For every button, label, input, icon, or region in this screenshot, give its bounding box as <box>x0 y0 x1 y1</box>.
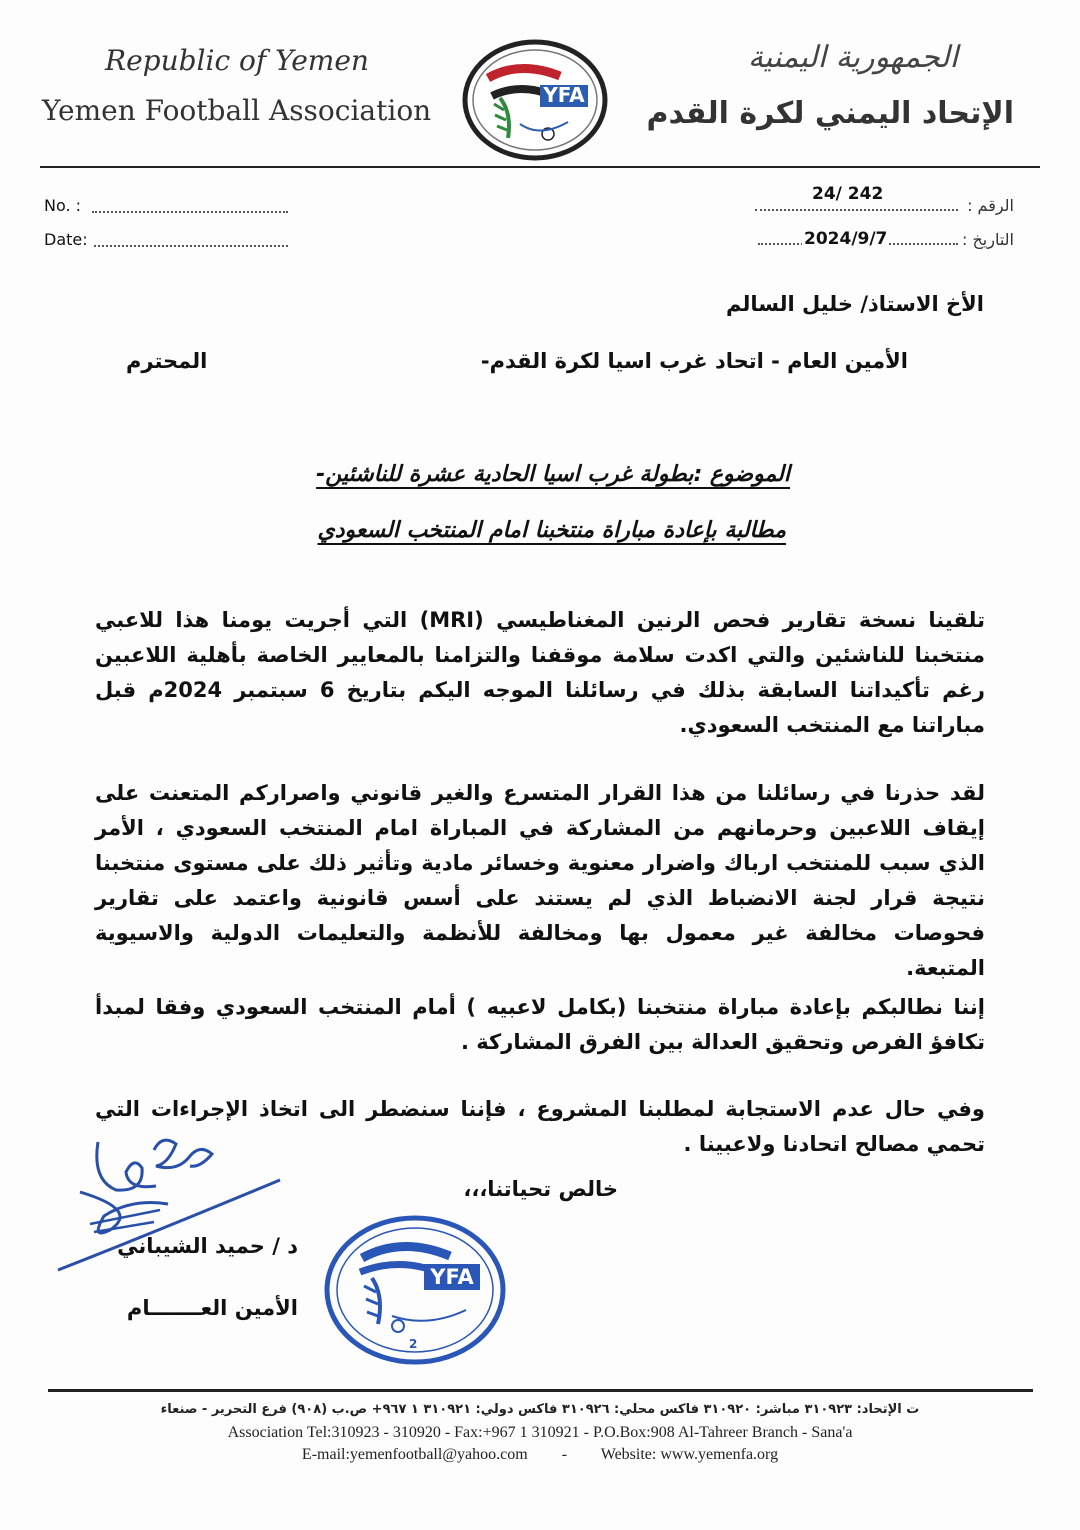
date-dots-en <box>94 245 288 247</box>
signer-title: الأمين العـــــــام <box>126 1296 298 1320</box>
stamp-number: 2 <box>409 1337 418 1351</box>
footer-contact-ar: ت الإتحاد: ٣١٠٩٢٣ مباشر: ٣١٠٩٢٠ فاكس محلي: ٣١٠٩٢٦ فاكس دولي: ٣١٠٩٢١ ١ ٩٦٧+ ص.ب (٩٠٨) فرع التحرير - صنعاء <box>160 1402 920 1417</box>
header-en-line2: Yemen Football Association <box>42 94 432 127</box>
body-paragraph-1: تلقينا نسخة تقارير فحص الرنين المغناطيسي (MRI) التي أجريت يومنا هذا للاعبي منتخبنا للناشئين والتي اكدت سلامة موقفنا والتزامنا بالمعايير الخاصة بأهلية اللاعبين رغم تأكيداتنا السابقة بذلك في رسائلنا الموجه اليكم بتاريخ 6 سبتمبر 2024م قبل مباراتنا مع المنتخب السعودي. <box>95 608 985 737</box>
reference-number: 24/ 242 <box>812 184 884 204</box>
closing-regards: خالص تحياتنا،،، <box>463 1177 618 1201</box>
subject-line2: مطالبة بإعادة مباراة منتخبنا امام المنتخب السعودي <box>317 518 786 543</box>
stamp-text: YFA <box>430 1265 474 1289</box>
header-ar-line1: الجمهورية اليمنية <box>747 40 958 75</box>
addressee-title: الأمين العام - اتحاد غرب اسيا لكرة القدم- <box>480 349 908 373</box>
no-dots-en <box>92 211 288 213</box>
header-ar-line2: الإتحاد اليمني لكرة القدم <box>646 96 1014 131</box>
addressee-name: الأخ الاستاذ/ خليل السالم <box>725 292 984 316</box>
footer-contact-en: Association Tel:310923 - 310920 - Fax:+967 1 310921 - P.O.Box:908 Al-Tahreer Branch - Sana'a <box>227 1424 853 1441</box>
signature <box>50 1120 330 1280</box>
footer-website: Website: www.yemenfa.org <box>600 1446 779 1463</box>
addressee-honorific: المحترم <box>126 349 208 373</box>
body-paragraph-4: وفي حال عدم الاستجابة لمطلبنا المشروع ، فإننا سنضطر الى اتخاذ الإجراءات التي تحمي مصالح اتحادنا ولاعبينا . <box>95 1097 985 1156</box>
letter-date: 2024/9/7 <box>804 229 888 249</box>
footer-email: E-mail:yemenfootball@yahoo.com <box>301 1446 528 1463</box>
header-divider <box>40 166 1040 168</box>
date-label-ar: التاريخ : <box>961 230 1014 249</box>
logo-text: YFA <box>543 83 585 107</box>
subject-line1: الموضوع :بطولة غرب اسيا الحادية عشرة للناشئين- <box>316 462 790 487</box>
no-dots-ar <box>755 209 958 211</box>
no-label-ar: الرقم : <box>967 196 1014 215</box>
body-paragraph-2: لقد حذرنا في رسائلنا من هذا القرار المتسرع والغير قانوني واصراركم المتعنت على إيقاف اللاعبين وحرمانهم من المشاركة في المباراة امام المنتخب السعودي ، الأمر الذي سبب للمنتخب ارباك واضرار معنوية وخسائر مادية وتأثير ذلك على مستوى منتخبنا نتيجة قرار لجنة الانضباط الذي لم يستند على أسس قانونية واعتمد على تقارير فحوصات مخالفة غير معمول بها ومخالفة للأنظمة والتعليمات الدولية والاسيوية المتبعة. <box>95 781 985 980</box>
header-en-line1: Republic of Yemen <box>105 44 369 77</box>
footer-separator: - <box>561 1446 568 1463</box>
footer-divider <box>48 1389 1033 1392</box>
footer-web-row <box>0 1446 1080 1464</box>
yfa-logo <box>460 38 610 162</box>
no-label-en: No. : <box>44 196 82 215</box>
official-stamp <box>320 1212 510 1367</box>
signer-name: د / حميد الشيباني <box>117 1234 298 1258</box>
date-label-en: Date: <box>44 230 88 249</box>
body-paragraph-3: إننا نطالبكم بإعادة مباراة منتخبنا (بكامل لاعبيه ) أمام المنتخب السعودي وفقا لمبدأ تكافؤ الفرص وتحقيق العدالة بين الفرق المشاركة . <box>95 995 985 1054</box>
